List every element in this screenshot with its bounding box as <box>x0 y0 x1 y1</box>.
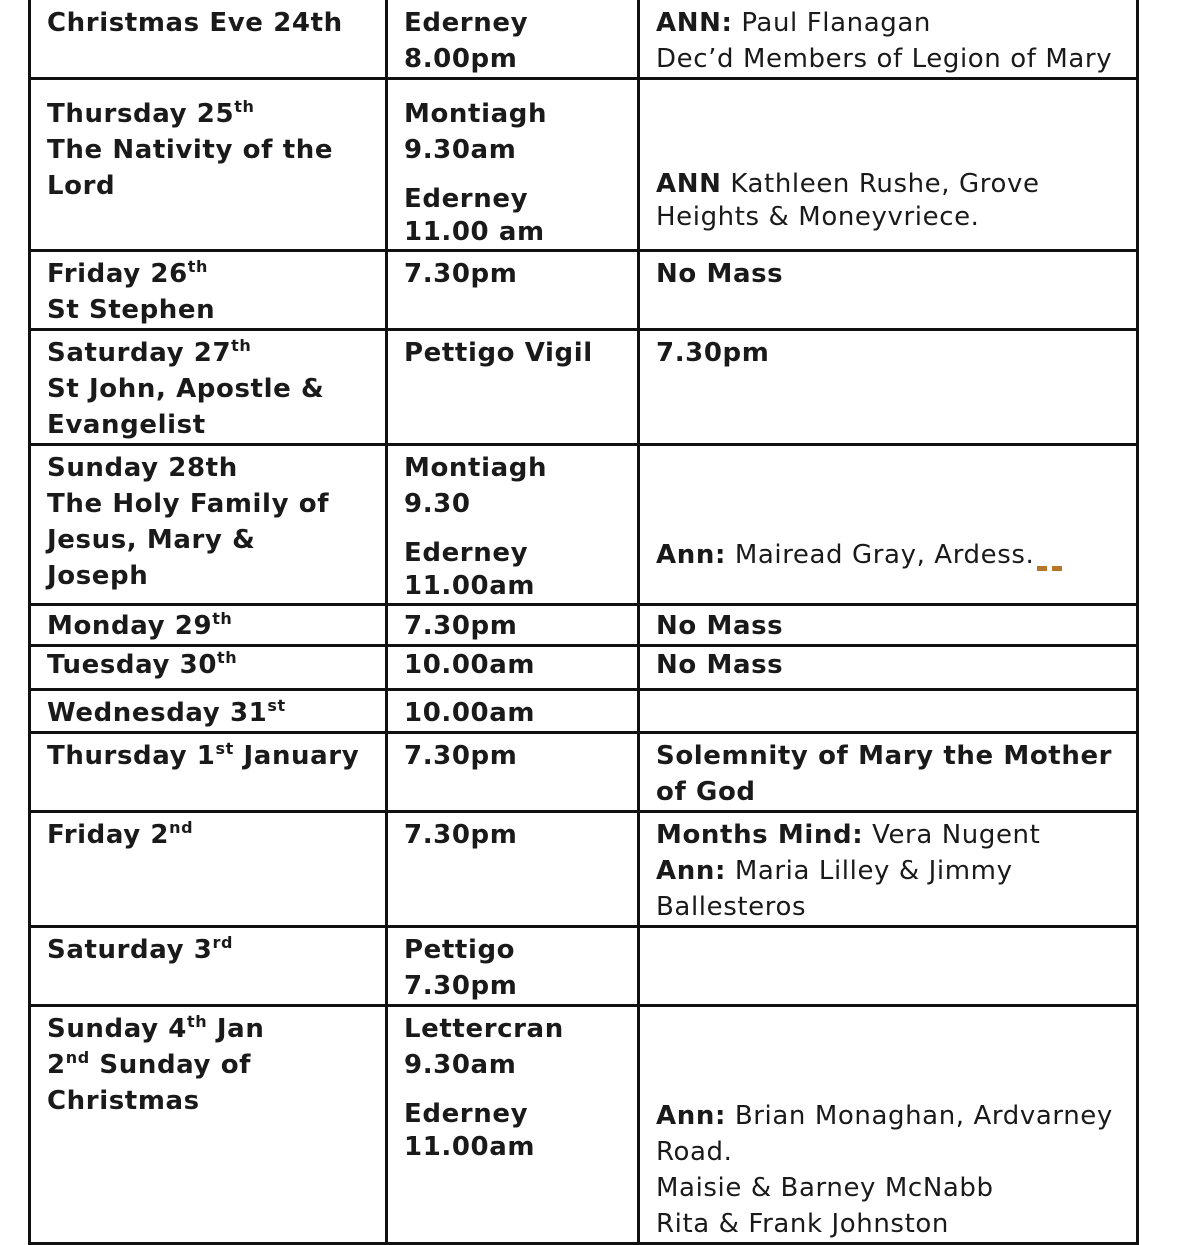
entry-text: Sunday of <box>89 1050 252 1080</box>
day-cell <box>30 445 387 605</box>
entry-text: Brian Monaghan, Ardvarney <box>725 1101 1113 1131</box>
text-line <box>404 1047 637 1083</box>
schedule-row <box>30 812 1138 927</box>
schedule-row <box>30 646 1138 690</box>
text-line <box>404 132 637 168</box>
entry-text: Vera Nugent <box>863 820 1041 850</box>
text-line <box>404 41 637 77</box>
text-line <box>404 932 637 968</box>
entry-text: Ederney <box>404 538 529 568</box>
entry-text: Solemnity of Mary the Mother <box>656 741 1113 771</box>
text-line <box>656 5 1136 41</box>
entry-text: 2 <box>47 1050 66 1080</box>
entry-text: Ederney <box>404 1099 529 1129</box>
time-cell <box>387 646 639 690</box>
text-line <box>47 558 385 594</box>
text-line <box>47 168 385 204</box>
entry-text: Evangelist <box>47 410 206 440</box>
entry-text: No Mass <box>656 650 784 680</box>
text-line <box>47 522 385 558</box>
text-line <box>404 183 637 216</box>
schedule-row <box>30 0 1138 79</box>
notes-cell <box>639 646 1138 690</box>
ordinal-suffix: th <box>187 257 209 276</box>
entry-text: 11.00am <box>404 571 536 601</box>
day-cell <box>30 0 387 79</box>
text-line <box>47 647 385 683</box>
entry-text: Saturday 27 <box>47 338 232 368</box>
day-cell <box>30 812 387 927</box>
entry-text: Christmas <box>47 1086 200 1116</box>
day-cell <box>30 646 387 690</box>
notes-cell <box>639 733 1138 812</box>
entry-text: January <box>233 741 360 771</box>
annotation-mark <box>1037 566 1047 571</box>
text-line <box>404 537 637 570</box>
entry-text: Pettigo <box>404 935 516 965</box>
ordinal-suffix: st <box>267 696 286 715</box>
entry-text: Lettercran <box>404 1014 564 1044</box>
schedule-row <box>30 79 1138 251</box>
schedule-row <box>30 690 1138 733</box>
text-line <box>656 1206 1136 1242</box>
entry-text: 7.30pm <box>404 259 518 289</box>
time-cell <box>387 79 639 251</box>
entry-text: Dec’d Members of Legion of Mary <box>656 44 1113 74</box>
entry-text: Rita & Frank Johnston <box>656 1209 949 1239</box>
entry-text: 10.00am <box>404 650 536 680</box>
text-line <box>47 486 385 522</box>
time-cell <box>387 445 639 605</box>
time-cell <box>387 0 639 79</box>
schedule-row <box>30 445 1138 605</box>
day-cell <box>30 927 387 1006</box>
text-line <box>656 537 1136 573</box>
entry-text: Tuesday 30 <box>47 650 218 680</box>
entry-text: Ederney <box>404 184 529 214</box>
day-cell <box>30 79 387 251</box>
entry-text: 7.30pm <box>404 971 518 1001</box>
ordinal-suffix: th <box>212 609 233 628</box>
text-line <box>404 1011 637 1047</box>
entry-text: Saturday 3 <box>47 935 213 965</box>
entry-text: 7.30pm <box>404 611 518 641</box>
text-line <box>404 5 637 41</box>
notes-cell <box>639 1006 1138 1244</box>
text-line <box>656 335 1136 371</box>
entry-text: Jan <box>207 1014 265 1044</box>
entry-text: Wednesday 31 <box>47 698 268 728</box>
schedule-row <box>30 251 1138 330</box>
entry-label: Months Mind: <box>656 820 864 850</box>
entry-text: 9.30 <box>404 489 471 519</box>
entry-text: The Nativity of the <box>47 135 334 165</box>
time-cell <box>387 690 639 733</box>
entry-text: Maisie & Barney McNabb <box>656 1173 994 1203</box>
text-line <box>404 608 637 644</box>
entry-text: The Holy Family of <box>47 489 330 519</box>
text-line <box>404 817 637 853</box>
entry-text: Thursday 25 <box>47 99 235 129</box>
text-line <box>656 1134 1136 1170</box>
text-line <box>47 5 385 41</box>
ordinal-suffix: th <box>217 648 238 667</box>
entry-text: Heights & Moneyvriece. <box>656 202 980 232</box>
notes-cell <box>639 79 1138 251</box>
entry-text: Friday 26 <box>47 259 188 289</box>
text-line <box>47 407 385 443</box>
schedule-row <box>30 330 1138 445</box>
entry-text: 9.30am <box>404 135 517 165</box>
mass-schedule-table <box>28 0 1139 1245</box>
entry-label: Ann: <box>656 856 726 886</box>
entry-text: Christmas Eve 24th <box>47 8 343 38</box>
text-line <box>404 96 637 132</box>
entry-text: St John, Apostle & <box>47 374 325 404</box>
text-line <box>47 817 385 853</box>
entry-text: Jesus, Mary & <box>47 525 256 555</box>
ordinal-suffix: th <box>231 336 252 355</box>
text-line <box>47 932 385 968</box>
text-line <box>404 738 637 774</box>
time-cell <box>387 927 639 1006</box>
time-cell <box>387 1006 639 1244</box>
entry-text: Ederney <box>404 8 529 38</box>
notes-cell <box>639 927 1138 1006</box>
text-line <box>404 968 637 1004</box>
entry-text: 11.00 am <box>404 217 545 247</box>
text-line <box>656 774 1136 810</box>
entry-label: Ann: <box>656 540 726 570</box>
entry-text: of God <box>656 777 756 807</box>
entry-text: Pettigo Vigil <box>404 338 593 368</box>
time-cell <box>387 733 639 812</box>
text-line <box>404 335 637 371</box>
notes-cell <box>639 690 1138 733</box>
schedule-row <box>30 927 1138 1006</box>
text-line <box>656 201 1136 234</box>
entry-text: 7.30pm <box>404 820 518 850</box>
text-line <box>404 647 637 683</box>
text-line <box>47 371 385 407</box>
time-cell <box>387 812 639 927</box>
annotation-mark <box>1052 566 1062 571</box>
text-line <box>47 1011 385 1047</box>
text-line <box>47 96 385 132</box>
notes-cell <box>639 330 1138 445</box>
notes-cell <box>639 0 1138 79</box>
time-cell <box>387 330 639 445</box>
text-line <box>656 853 1136 889</box>
entry-label: ANN <box>656 169 722 199</box>
time-cell <box>387 251 639 330</box>
text-line <box>47 608 385 644</box>
text-line <box>404 450 637 486</box>
text-line <box>404 695 637 731</box>
schedule-row <box>30 733 1138 812</box>
entry-text: Ballesteros <box>656 892 807 922</box>
text-line <box>656 256 1136 292</box>
entry-label: ANN: <box>656 8 733 38</box>
entry-text: 7.30pm <box>656 338 770 368</box>
entry-text: Mairead Gray, Ardess. <box>725 540 1035 570</box>
ordinal-suffix: nd <box>169 818 194 837</box>
text-line <box>656 41 1136 77</box>
entry-text: Lord <box>47 171 116 201</box>
text-line <box>656 1170 1136 1206</box>
day-cell <box>30 733 387 812</box>
text-line <box>404 486 637 522</box>
day-cell <box>30 605 387 646</box>
text-line <box>47 1083 385 1119</box>
text-line <box>47 738 385 774</box>
text-line <box>404 216 637 249</box>
text-line <box>656 889 1136 925</box>
entry-text: Road. <box>656 1137 733 1167</box>
entry-text: Sunday 28th <box>47 453 238 483</box>
entry-text: 11.00am <box>404 1132 536 1162</box>
text-line <box>656 738 1136 774</box>
text-line <box>47 450 385 486</box>
day-cell <box>30 330 387 445</box>
text-line <box>656 1098 1136 1134</box>
notes-cell <box>639 445 1138 605</box>
text-line <box>47 256 385 292</box>
text-line <box>656 168 1136 201</box>
entry-text: Paul Flanagan <box>732 8 931 38</box>
entry-text: 9.30am <box>404 1050 517 1080</box>
text-line <box>47 292 385 328</box>
schedule-row <box>30 605 1138 646</box>
day-cell <box>30 1006 387 1244</box>
entry-text: No Mass <box>656 259 784 289</box>
text-line <box>404 570 637 603</box>
ordinal-suffix: nd <box>65 1048 90 1067</box>
ordinal-suffix: th <box>187 1012 208 1031</box>
entry-text: Thursday 1 <box>47 741 216 771</box>
text-line <box>47 132 385 168</box>
text-line <box>404 256 637 292</box>
text-line <box>404 1098 637 1131</box>
time-cell <box>387 605 639 646</box>
entry-text: 7.30pm <box>404 741 518 771</box>
entry-text: 10.00am <box>404 698 536 728</box>
ordinal-suffix: st <box>215 739 234 758</box>
entry-text: Maria Lilley & Jimmy <box>725 856 1013 886</box>
text-line <box>47 695 385 731</box>
ordinal-suffix: rd <box>212 933 234 952</box>
entry-text: Monday 29 <box>47 611 213 641</box>
day-cell <box>30 251 387 330</box>
entry-text: St Stephen <box>47 295 216 325</box>
entry-text: 8.00pm <box>404 44 518 74</box>
text-line <box>404 1131 637 1164</box>
entry-label: Ann: <box>656 1101 726 1131</box>
day-cell <box>30 690 387 733</box>
notes-cell <box>639 251 1138 330</box>
entry-text: Joseph <box>47 561 149 591</box>
text-line <box>656 608 1136 644</box>
entry-text: Montiagh <box>404 99 548 129</box>
schedule-row <box>30 1006 1138 1244</box>
entry-text: No Mass <box>656 611 784 641</box>
text-line <box>656 647 1136 683</box>
ordinal-suffix: th <box>234 97 255 116</box>
entry-text: Montiagh <box>404 453 548 483</box>
entry-text: Kathleen Rushe, Grove <box>721 169 1040 199</box>
notes-cell <box>639 812 1138 927</box>
notes-cell <box>639 605 1138 646</box>
text-line <box>656 817 1136 853</box>
text-line <box>47 1047 385 1083</box>
entry-text: Sunday 4 <box>47 1014 187 1044</box>
text-line <box>47 335 385 371</box>
entry-text: Friday 2 <box>47 820 170 850</box>
